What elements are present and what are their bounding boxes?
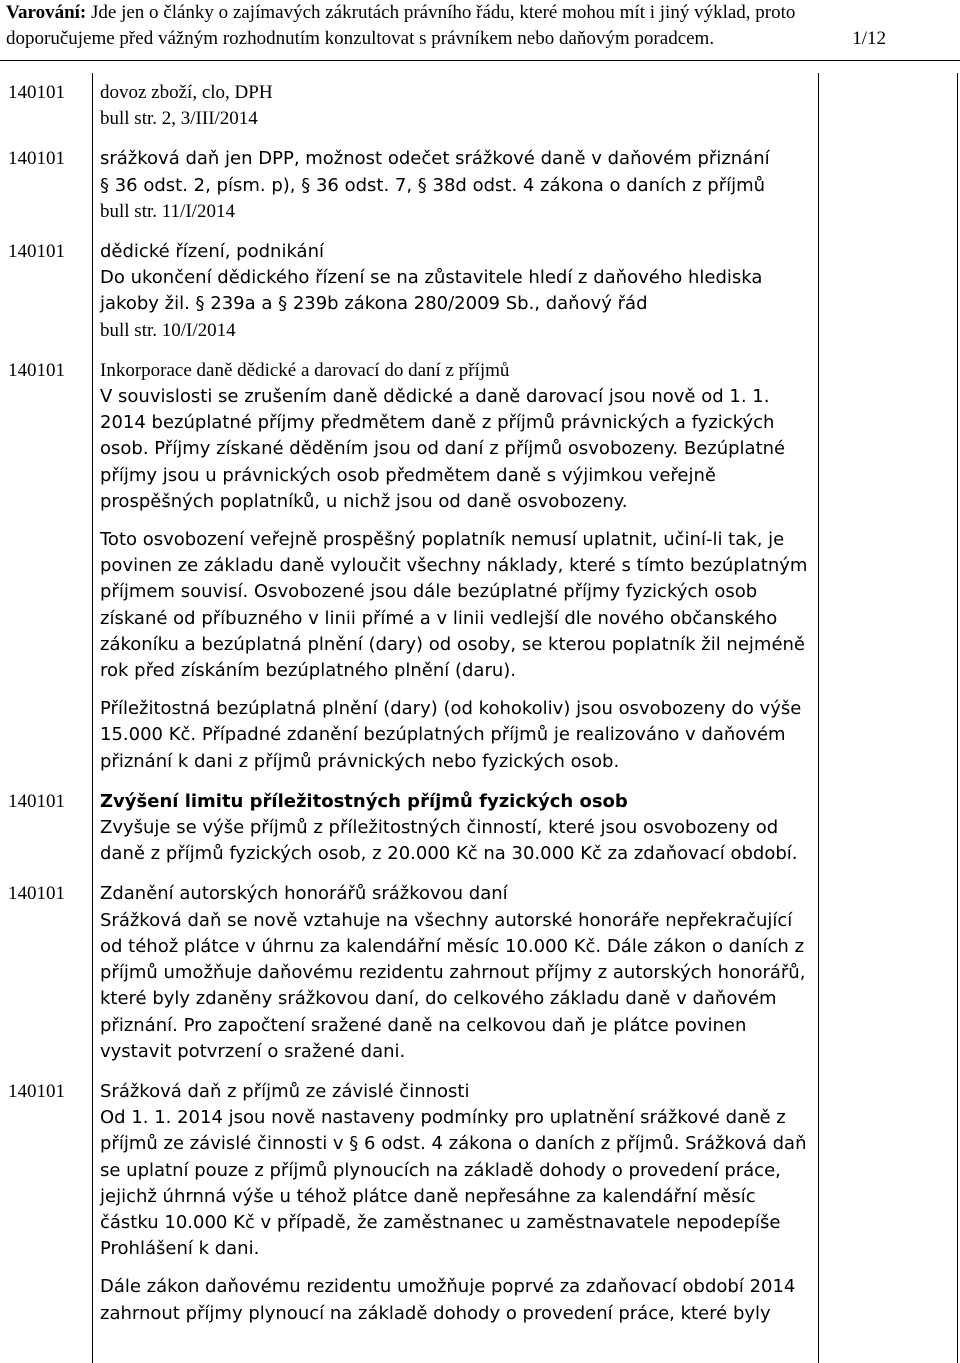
entry bbox=[0, 80, 818, 132]
entry-paragraph: Dále zákon daňovému rezidentu umožňuje poprvé za zdaňovací období 2014 zahrnout příjmy plynoucí na základě dohody o provedení práce, které byly bbox=[100, 1276, 796, 1324]
entry-code: 140101 bbox=[8, 148, 65, 170]
entry-title: Srážková daň z příjmů ze závislé činnosti bbox=[100, 1080, 470, 1102]
entry-paragraph: Příležitostná bezúplatná plnění (dary) (od kohokoliv) jsou osvobozeny do výše 15.000 Kč. Případné zdanění bezúplatných příjmů je realizováno v daňovém přiznání k dani z příjmů právnických nebo fyzických osob. bbox=[100, 698, 802, 772]
entries-list bbox=[0, 80, 818, 1341]
warning-text: Jde jen o články o zajímavých zákrutách právního řádu, které mohou mít i jiný výklad, proto doporučujeme před vážným rozhodnutím konzultovat s právníkem nebo daňovým poradcem. bbox=[6, 2, 796, 49]
entry-paragraph: Zvyšuje se výše příjmů z příležitostných činností, které jsou osvobozeny od daně z příjmů fyzických osob, z 20.000 Kč na 30.000 Kč za zdaňovací období. bbox=[100, 817, 798, 865]
header-divider bbox=[0, 60, 960, 61]
entry-source: bull str. 11/I/2014 bbox=[100, 200, 235, 222]
entry bbox=[0, 146, 818, 225]
entry-paragraph: Toto osvobození veřejně prospěšný poplatník nemusí uplatnit, učiní-li tak, je povinen ze základu daně vyloučit všechny náklady, které s tímto bezúplatným příjmem souvisí. Osvobozené jsou dále bezúplatné příjmy fyzických osob získané od příbuzného v linii přímé a v linii vedlejší dle nového občanského zákoníku a bezúplatná plnění (dary) od osoby, se kterou poplatník žil nejméně rok před získáním bezúplatného plnění (daru). bbox=[100, 529, 808, 682]
entry-source: bull str. 10/I/2014 bbox=[100, 319, 236, 341]
entry bbox=[0, 881, 818, 1064]
entry-title: srážková daň jen DPP, možnost odečet srážkové daně v daňovém přiznání bbox=[100, 148, 770, 170]
column-divider bbox=[818, 73, 819, 1363]
entry-title: Zdanění autorských honorářů srážkovou daní bbox=[100, 883, 508, 905]
column-divider bbox=[957, 73, 958, 1363]
entry bbox=[0, 1079, 818, 1327]
entry-title: Zvýšení limitu příležitostných příjmů fyzických osob bbox=[100, 790, 628, 812]
entry-code: 140101 bbox=[8, 883, 65, 905]
entry-source: bull str. 2, 3/III/2014 bbox=[100, 108, 258, 130]
entry-paragraph: Srážková daň se nově vztahuje na všechny autorské honoráře nepřekračující od téhož plátce v úhrnu za kalendářní měsíc 10.000 Kč. Dále zákon o daních z příjmů umožňuje daňovému rezidentu zahrnout příjmy z autorských honorářů, které byly zdaněny srážkovou daní, do celkového základu daně v daňovém přiznání. Pro započtení sražené daně na celkovou daň je plátce povinen vystavit potvrzení o sražené dani. bbox=[100, 909, 806, 1062]
entry-paragraph: V souvislosti se zrušením daně dědické a daně darovací jsou nově od 1. 1. 2014 bezúplatné příjmy předmětem daně z příjmů právnických a fyzických osob. Příjmy získané děděním jsou od daní z příjmů osvobozeny. Bezúplatné příjmy jsou u právnických osob předmětem daně s výjimkou veřejně prospěšných poplatníků, u nichž jsou od daně osvobozeny. bbox=[100, 386, 786, 512]
entry bbox=[0, 239, 818, 344]
entry-code: 140101 bbox=[8, 790, 65, 812]
warning-label: Varování: bbox=[6, 2, 87, 23]
entry-code: 140101 bbox=[8, 1080, 65, 1102]
entry-paragraph: Od 1. 1. 2014 jsou nově nastaveny podmínky pro uplatnění srážkové daně z příjmů ze závislé činnosti v § 6 odst. 4 zákona o daních z příjmů. Srážková daň se uplatní pouze z příjmů plynoucích na základě dohody o provedení práce, jejichž úhrnná výše u téhož plátce daně nepřesáhne za kalendářní měsíc částku 10.000 Kč v případě, že zaměstnanec u zaměstnavatele nepodepíše Prohlášení k dani. bbox=[100, 1107, 807, 1260]
entry bbox=[0, 789, 818, 868]
entry bbox=[0, 358, 818, 775]
entry-title: dědické řízení, podnikání bbox=[100, 241, 324, 263]
warning-header bbox=[6, 0, 886, 52]
entry-title: Inkorporace daně dědické a darovací do daní z příjmů bbox=[100, 359, 510, 381]
entry-code: 140101 bbox=[8, 82, 65, 103]
entry-code: 140101 bbox=[8, 359, 65, 381]
page-number: 1/12 bbox=[852, 28, 886, 49]
entry-body: Do ukončení dědického řízení se na zůstavitele hledí z daňového hlediska jakoby žil. § 239a a § 239b zákona 280/2009 Sb., daňový řád bbox=[100, 267, 763, 315]
entry-title: dovoz zboží, clo, DPH bbox=[100, 82, 273, 103]
entry-body: § 36 odst. 2, písm. p), § 36 odst. 7, § 38d odst. 4 zákona o daních z příjmů bbox=[100, 174, 766, 196]
entry-code: 140101 bbox=[8, 241, 65, 263]
